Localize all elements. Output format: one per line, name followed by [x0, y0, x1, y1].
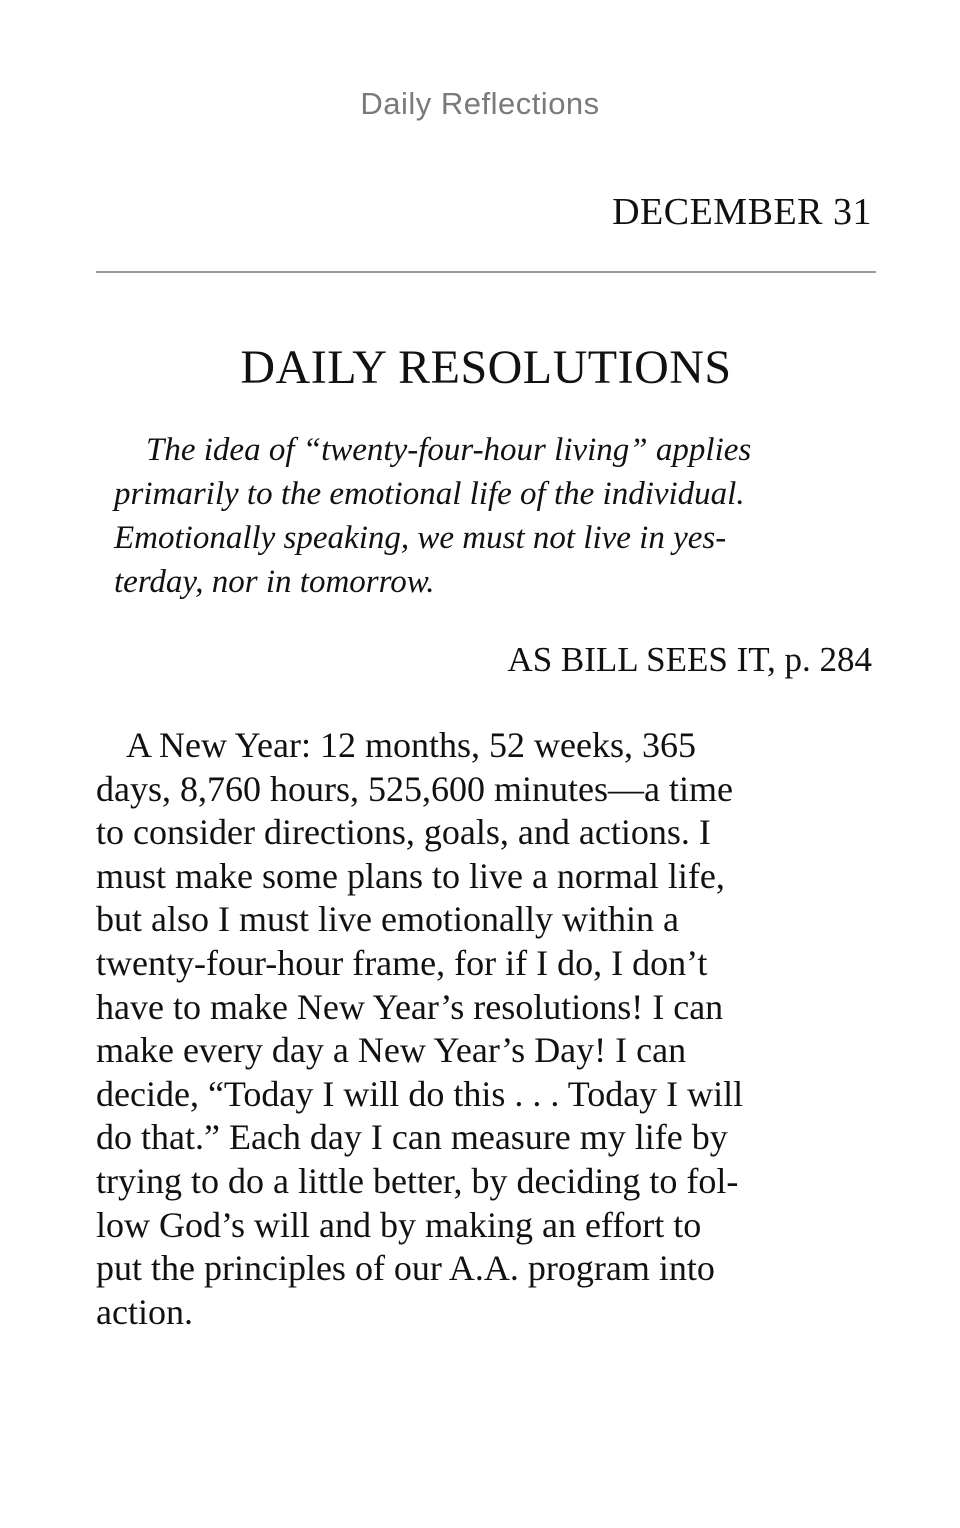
- reflection-line: put the principles of our A.A. program into: [96, 1248, 715, 1289]
- quote-block: [114, 428, 874, 604]
- reflection-line: action.: [96, 1291, 193, 1332]
- reflection-line: twenty-four-hour frame, for if I do, I don’t: [96, 942, 708, 983]
- reflection-line: low God’s will and by making an effort to: [96, 1204, 702, 1245]
- reflection-text: [96, 724, 876, 1334]
- reflection-line: A New Year: 12 months, 52 weeks, 365: [126, 725, 696, 765]
- quote-line: Emotionally speaking, we must not live in yes-: [114, 520, 727, 556]
- reflection-line: but also I must live emotionally within a: [96, 899, 679, 940]
- reflection-line: to consider directions, goals, and actions. I: [96, 812, 711, 853]
- entry-date: DECEMBER 31: [612, 191, 872, 233]
- quote-line: The idea of “twenty-four-hour living” applies: [146, 432, 752, 468]
- quote-source: AS BILL SEES IT, p. 284: [507, 640, 872, 679]
- entry-title: DAILY RESOLUTIONS: [240, 341, 732, 394]
- quote-line: terday, nor in tomorrow.: [114, 564, 435, 600]
- reflection-line: trying to do a little better, by deciding to fol-: [96, 1160, 739, 1201]
- reflection-line: decide, “Today I will do this . . . Today I will: [96, 1073, 744, 1114]
- reflection-line: days, 8,760 hours, 525,600 minutes—a time: [96, 768, 733, 809]
- reflection-line: do that.” Each day I can measure my life by: [96, 1117, 728, 1158]
- reflection-line: have to make New Year’s resolutions! I can: [96, 986, 724, 1027]
- header-divider: [96, 271, 876, 273]
- quote-line: primarily to the emotional life of the individual.: [114, 476, 745, 512]
- reflection-line: must make some plans to live a normal life,: [96, 855, 725, 896]
- app-title: Daily Reflections: [360, 86, 600, 121]
- reflection-line: make every day a New Year’s Day! I can: [96, 1030, 687, 1071]
